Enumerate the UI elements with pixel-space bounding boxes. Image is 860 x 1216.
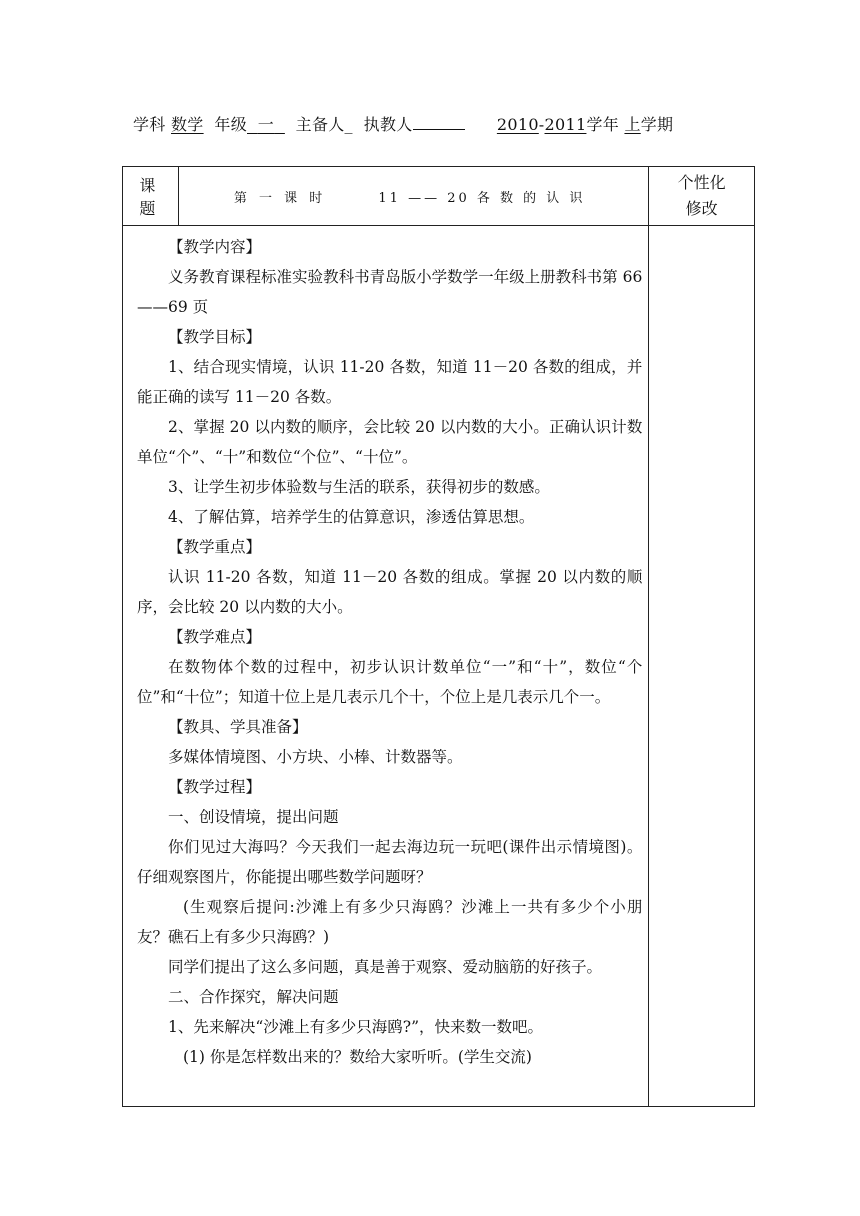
year-to: 2011 — [544, 115, 587, 134]
content-paragraph: 1、结合现实情境，认识 11-20 各数，知道 11－20 各数的组成，并能正确的读写 11－20 各数。 — [137, 358, 643, 406]
personal-edit-line2: 修改 — [685, 199, 718, 218]
preparer-label: 主备人_ — [295, 115, 353, 134]
content-paragraph: 在数物体个数的过程中，初步认识计数单位“一”和“十”，数位“个位”和“十位”；知道十位上是几表示几个十，个位上是几表示几个一。 — [137, 658, 643, 706]
content-paragraph: 同学们提出了这么多问题，真是善于观察、爱动脑筋的好孩子。 — [168, 958, 603, 976]
document-header — [133, 112, 673, 135]
title-row — [123, 167, 755, 226]
content-paragraph: 2、掌握 20 以内数的顺序，会比较 20 以内数的大小。正确认识计数单位“个”、“十”和数位“个位”、“十位”。 — [137, 418, 643, 466]
subject-value: 数学 — [171, 115, 204, 134]
content-paragraph: 义务教育课程标准实验教科书青岛版小学数学一年级上册教科书第 66——69 页 — [137, 268, 643, 316]
year-suffix: 学年 — [586, 115, 620, 134]
grade-value: 一 — [257, 115, 275, 134]
section-heading: 【教学重点】 — [168, 538, 262, 556]
content-paragraph: 4、了解估算，培养学生的估算意识，渗透估算思想。 — [168, 508, 535, 526]
content-paragraph: 你们见过大海吗？今天我们一起去海边玩一玩吧(课件出示情境图)。仔细观察图片，你能提出哪些数学问题呀？ — [137, 838, 643, 886]
year-dash: - — [538, 115, 545, 134]
content-paragraph: (1) 你是怎样数出来的？数给大家听听。(学生交流) — [183, 1048, 532, 1066]
lesson-title-cell — [178, 167, 648, 226]
content-paragraph: 一、创设情境，提出问题 — [168, 808, 339, 826]
section-heading: 【教学目标】 — [168, 328, 262, 346]
term-suffix: 学期 — [640, 115, 674, 134]
content-paragraph: (生观察后提问:沙滩上有多少只海鸥？沙滩上一共有多少个小朋友？礁石上有多少只海鸥？) — [137, 898, 643, 946]
personal-edit-header — [649, 167, 755, 226]
content-paragraph: 多媒体情境图、小方块、小棒、计数器等。 — [168, 748, 463, 766]
lesson-content — [123, 226, 648, 1072]
personal-edit-cell — [649, 226, 755, 1107]
lesson-title: 11 —— 20 各 数 的 认 识 — [378, 190, 586, 206]
content-row — [123, 226, 755, 1107]
year-from: 2010 — [496, 115, 539, 134]
topic-label: 课 题 — [123, 167, 179, 226]
content-paragraph: 认识 11-20 各数，知道 11－20 各数的组成。掌握 20 以内数的顺序，会比较 20 以内数的大小。 — [137, 568, 643, 616]
section-heading: 【教学难点】 — [168, 628, 262, 646]
lesson-number: 第 一 课 时 — [233, 190, 327, 206]
term-value: 上 — [624, 115, 641, 134]
section-heading: 【教具、学具准备】 — [168, 718, 308, 736]
content-paragraph: 3、让学生初步体验数与生活的联系，获得初步的数感。 — [168, 478, 550, 496]
content-paragraph: 1、先来解决“沙滩上有多少只海鸥?”，快来数一数吧。 — [168, 1018, 544, 1036]
teacher-blank — [413, 115, 465, 130]
content-cell — [123, 226, 649, 1107]
personal-edit-line1: 个性化 — [677, 173, 726, 192]
section-heading: 【教学过程】 — [168, 778, 262, 796]
subject-label: 学科 — [133, 115, 166, 134]
section-heading: 【教学内容】 — [168, 238, 262, 256]
lesson-plan-table — [122, 166, 755, 1107]
content-paragraph: 二、合作探究，解决问题 — [168, 988, 339, 1006]
teacher-label: 执教人 — [363, 115, 413, 134]
grade-label: 年级 — [214, 115, 247, 134]
